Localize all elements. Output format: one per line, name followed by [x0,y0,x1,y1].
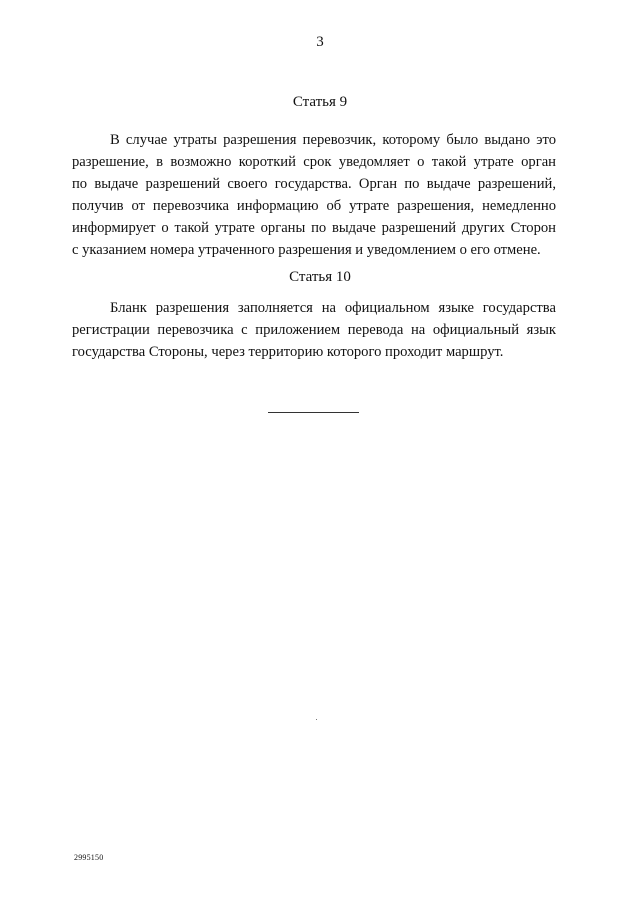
article-10-line: государства Стороны, через территорию которого проходит маршрут. [72,344,504,360]
scan-speck [316,719,317,720]
article-10-line: Бланк разрешения заполняется на официальном языке государства [110,300,556,316]
article-9-body [72,129,556,261]
end-of-text-rule [268,412,359,413]
article-9-line: по выдаче разрешений своего государства. Орган по выдаче разрешений, [72,176,556,192]
article-10-body [72,297,556,363]
article-9-line: информирует о такой утрате органы по выдаче разрешений других Сторон [72,220,556,236]
article-9-heading: Статья 9 [292,94,348,110]
article-9-line: разрешение, в возможно короткий срок уведомляет о такой утрате орган [72,154,556,170]
page-number: 3 [316,34,324,50]
document-code: 2995150 [74,853,104,862]
article-9-line: с указанием номера утраченного разрешения и уведомлением о его отмене. [72,242,541,258]
article-10-heading: Статья 10 [289,269,351,285]
article-10-line: регистрации перевозчика с приложением перевода на официальный язык [72,322,556,338]
article-9-line: получив от перевозчика информацию об утрате разрешения, немедленно [72,198,556,214]
article-9-line: В случае утраты разрешения перевозчик, которому было выдано это [110,132,556,148]
